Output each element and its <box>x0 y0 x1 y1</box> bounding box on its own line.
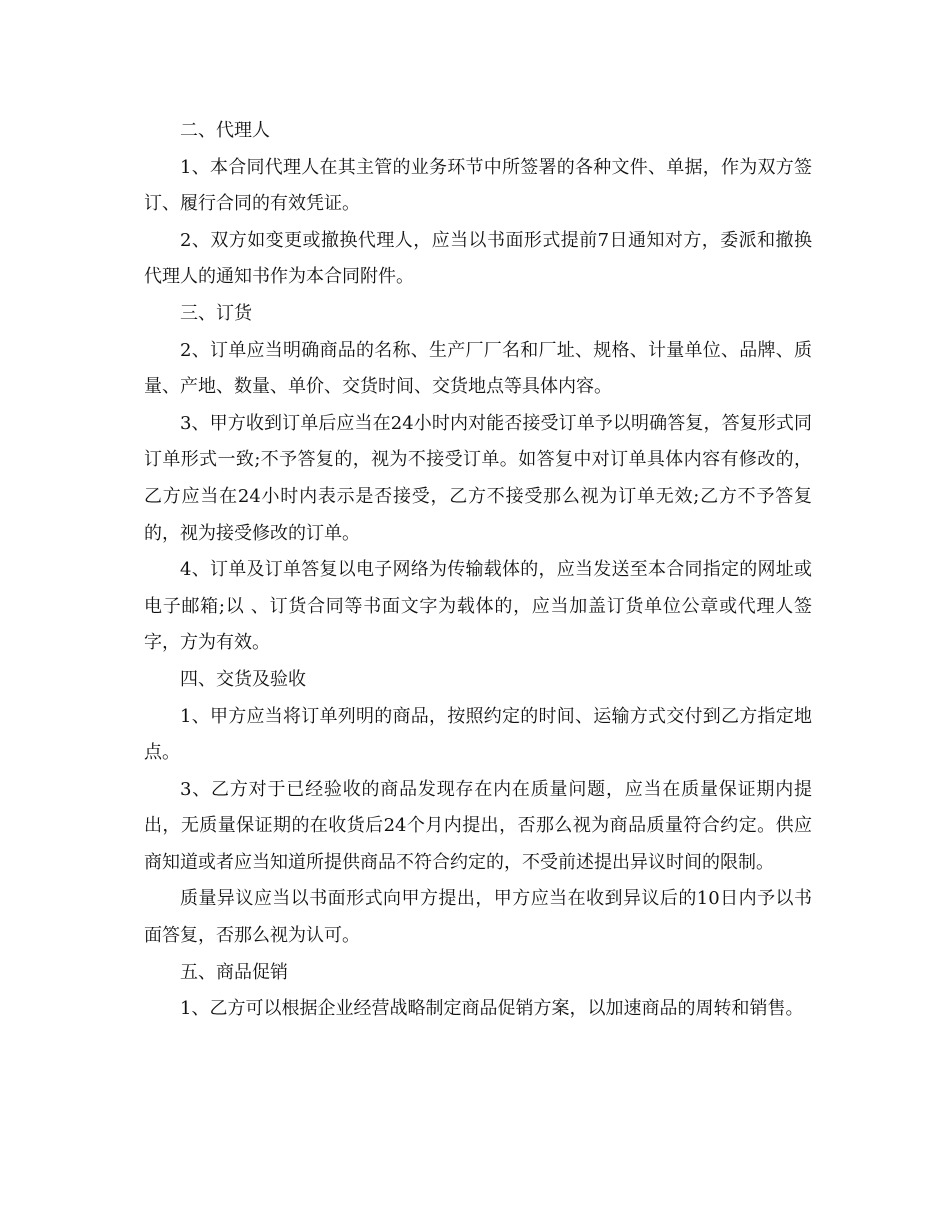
paragraph: 1、本合同代理人在其主管的业务环节中所签署的各种文件、单据，作为双方签订、履行合同的有效凭证。 <box>144 156 812 215</box>
section-heading-ordering: 三、订货 <box>180 302 252 324</box>
section-heading-delivery: 四、交货及验收 <box>180 668 306 690</box>
paragraph: 2、双方如变更或撤换代理人，应当以书面形式提前7日通知对方，委派和撤换代理人的通知书作为本合同附件。 <box>144 229 812 288</box>
paragraph: 3、乙方对于已经验收的商品发现存在内在质量问题，应当在质量保证期内提出，无质量保证期的在收货后24个月内提出，否那么视为商品质量符合约定。供应商知道或者应当知道所提供商品不符合约定的，不受前述提出异议时间的限制。 <box>144 778 812 873</box>
paragraph: 质量异议应当以书面形式向甲方提出，甲方应当在收到异议后的10日内予以书面答复，否那么视为认可。 <box>144 888 812 947</box>
document-body <box>144 113 812 1028</box>
section-heading-agent: 二、代理人 <box>180 120 270 141</box>
paragraph: 2、订单应当明确商品的名称、生产厂厂名和厂址、规格、计量单位、品牌、质量、产地、数量、单价、交货时间、交货地点等具体内容。 <box>144 339 812 398</box>
section-heading-promotion: 五、商品促销 <box>180 961 288 983</box>
paragraph: 1、乙方可以根据企业经营战略制定商品促销方案，以加速商品的周转和销售。 <box>180 998 804 1020</box>
paragraph: 4、订单及订单答复以电子网络为传输载体的，应当发送至本合同指定的网址或电子邮箱;以 、订货合同等书面文字为载体的，应当加盖订货单位公章或代理人签字，方为有效。 <box>144 559 812 654</box>
paragraph: 1、甲方应当将订单列明的商品，按照约定的时间、运输方式交付到乙方指定地点。 <box>144 705 812 764</box>
paragraph: 3、甲方收到订单后应当在24小时内对能否接受订单予以明确答复，答复形式同订单形式一致;不予答复的，视为不接受订单。如答复中对订单具体内容有修改的，乙方应当在24小时内表示是否接受，乙方不接受那么视为订单无效;乙方不予答复的，视为接受修改的订单。 <box>144 412 812 544</box>
